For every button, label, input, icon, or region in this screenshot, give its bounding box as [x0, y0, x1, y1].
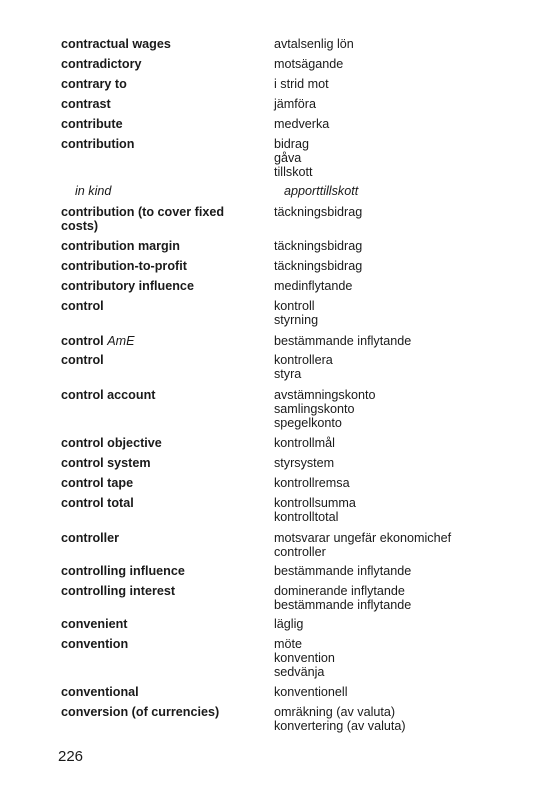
translation-line: kontrolltotal	[274, 510, 339, 524]
term-text: in kind	[75, 184, 112, 198]
entry-translations	[274, 299, 524, 327]
entry-translations	[274, 137, 524, 179]
term-text: control account	[61, 388, 156, 402]
translation-line: kontrollera	[274, 353, 333, 367]
entry-translations	[274, 334, 524, 348]
term-text: control system	[61, 456, 151, 470]
entry-term	[61, 388, 261, 402]
translation-line: bestämmande inflytande	[274, 564, 412, 578]
translation-line: styrsystem	[274, 456, 335, 470]
translation-line: sedvänja	[274, 665, 325, 679]
translation-line: apporttillskott	[284, 184, 359, 198]
entry-term	[61, 531, 261, 545]
entry-term	[61, 279, 261, 293]
translation-line: tillskott	[274, 165, 313, 179]
entry-translations	[274, 77, 524, 91]
entry-term	[61, 299, 261, 313]
translation-line: gåva	[274, 151, 302, 165]
entry-translations	[274, 353, 524, 381]
entry-translations	[274, 531, 524, 559]
translation-line: täckningsbidrag	[274, 259, 363, 273]
entry-translations	[274, 617, 524, 631]
entry-term	[61, 239, 261, 253]
term-text: control tape	[61, 476, 134, 490]
term-text: contractual wages	[61, 37, 171, 51]
entry-translations	[274, 57, 524, 71]
entry-term	[61, 259, 261, 273]
translation-line: möte	[274, 637, 302, 651]
entry-term	[61, 564, 261, 578]
term-text: controlling influence	[61, 564, 185, 578]
translation-line: täckningsbidrag	[274, 239, 363, 253]
entry-translations	[274, 456, 524, 470]
entry-translations	[274, 37, 524, 51]
translation-line: täckningsbidrag	[274, 205, 363, 219]
entry-term	[61, 436, 261, 450]
entry-term	[61, 617, 261, 631]
entry-translations	[274, 184, 534, 198]
entry-term	[61, 353, 261, 367]
entry-term	[61, 705, 261, 719]
entry-translations	[274, 259, 524, 273]
term-text: contrast	[61, 97, 111, 111]
translation-line: styra	[274, 367, 302, 381]
entry-term	[61, 137, 261, 151]
entry-translations	[274, 685, 524, 699]
entry-translations	[274, 97, 524, 111]
term-modifier: AmE	[107, 334, 135, 348]
term-text: contribution	[61, 137, 135, 151]
entry-translations	[274, 637, 524, 679]
term-text: contribution margin	[61, 239, 180, 253]
term-text: control	[61, 353, 104, 367]
entry-translations	[274, 279, 524, 293]
entry-term	[61, 637, 261, 651]
entry-term	[61, 57, 261, 71]
translation-line: konvention	[274, 651, 335, 665]
entry-translations	[274, 239, 524, 253]
term-text: contrary to	[61, 77, 127, 91]
translation-line: motsägande	[274, 57, 344, 71]
term-text: convenient	[61, 617, 128, 631]
translation-line: kontrollmål	[274, 436, 335, 450]
page-number: 226	[58, 748, 84, 765]
translation-line: controller	[274, 545, 326, 559]
term-text: controller	[61, 531, 120, 545]
term-text: conventional	[61, 685, 139, 699]
term-text: controlling interest	[61, 584, 176, 598]
entry-term	[61, 37, 261, 51]
term-text: convention	[61, 637, 129, 651]
entry-term	[61, 456, 261, 470]
translation-line: bestämmande inflytande	[274, 334, 412, 348]
entry-translations	[274, 496, 524, 524]
entry-term	[61, 117, 261, 131]
translation-line: konvertering (av valuta)	[274, 719, 406, 733]
entry-translations	[274, 564, 524, 578]
translation-line: läglig	[274, 617, 304, 631]
entry-term	[61, 584, 261, 598]
translation-line: bestämmande inflytande	[274, 598, 412, 612]
translation-line: medverka	[274, 117, 330, 131]
translation-line: kontrollremsa	[274, 476, 350, 490]
translation-line: avtalsenlig lön	[274, 37, 354, 51]
term-text: control	[61, 334, 104, 348]
translation-line: motsvarar ungefär ekonomichef	[274, 531, 452, 545]
term-text: contribute	[61, 117, 123, 131]
translation-line: styrning	[274, 313, 319, 327]
entry-translations	[274, 117, 524, 131]
translation-line: medinflytande	[274, 279, 353, 293]
translation-line: konventionell	[274, 685, 348, 699]
term-text: contribution (to cover fixed costs)	[61, 205, 225, 233]
entry-translations	[274, 584, 524, 612]
entry-term	[61, 685, 261, 699]
term-text: conversion (of currencies)	[61, 705, 220, 719]
term-text: contribution-to-profit	[61, 259, 187, 273]
translation-line: i strid mot	[274, 77, 329, 91]
translation-line: bidrag	[274, 137, 310, 151]
term-text: contributory influence	[61, 279, 194, 293]
term-text: control total	[61, 496, 134, 510]
translation-line: spegelkonto	[274, 416, 342, 430]
translation-line: samlingskonto	[274, 402, 355, 416]
translation-line: jämföra	[274, 97, 316, 111]
entry-term	[61, 97, 261, 111]
entry-translations	[274, 436, 524, 450]
translation-line: kontroll	[274, 299, 315, 313]
entry-translations	[274, 476, 524, 490]
term-text: contradictory	[61, 57, 142, 71]
translation-line: omräkning (av valuta)	[274, 705, 396, 719]
entry-term	[61, 476, 261, 490]
entry-term	[61, 334, 261, 348]
term-text: control	[61, 299, 104, 313]
entry-term	[61, 496, 261, 510]
translation-line: avstämningskonto	[274, 388, 376, 402]
translation-line: kontrollsumma	[274, 496, 356, 510]
subentry-term	[61, 184, 275, 198]
entry-translations	[274, 205, 524, 219]
translation-line: dominerande inflytande	[274, 584, 405, 598]
term-text: control objective	[61, 436, 162, 450]
entry-translations	[274, 388, 524, 430]
entry-term	[61, 77, 261, 91]
entry-translations	[274, 705, 524, 733]
entry-term	[61, 205, 261, 233]
